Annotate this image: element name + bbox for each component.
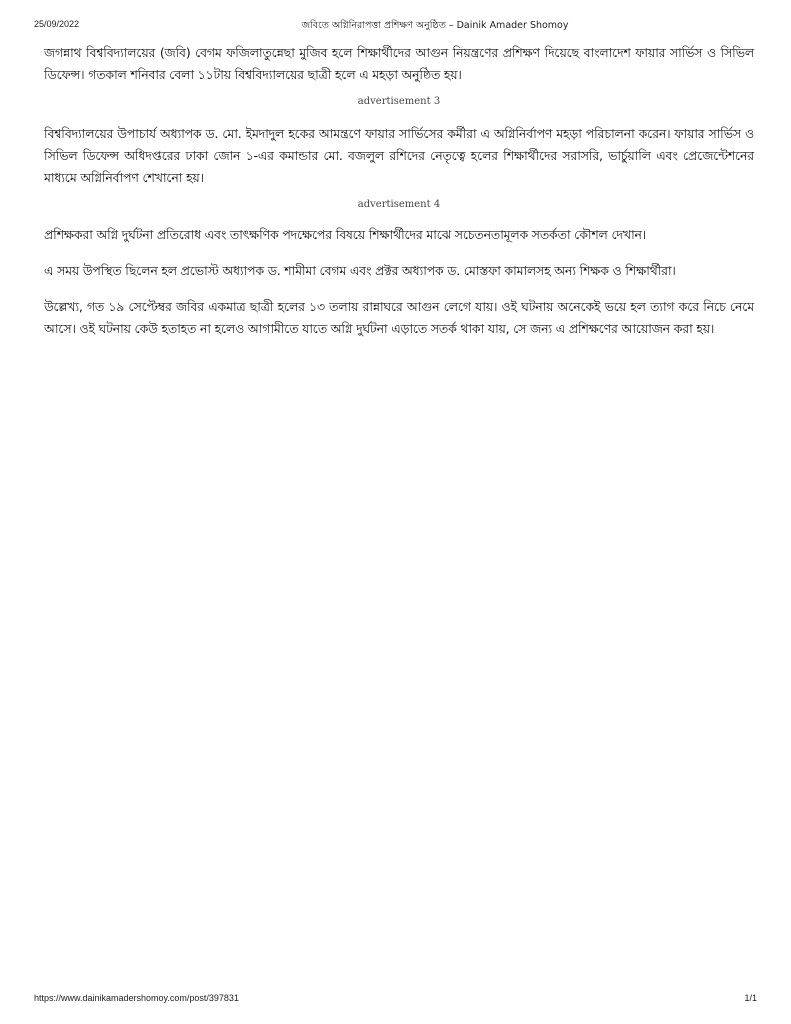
advertisement-placeholder-3: advertisement 3 [357,96,441,107]
advertisement-placeholder-4: advertisement 4 [357,199,441,210]
page-number: 1/1 [744,993,757,1003]
article-paragraph-4: এ সময় উপস্থিত ছিলেন হল প্রভোস্ট অধ্যাপক ড. শামীমা বেগম এবং প্রক্টর অধ্যাপক ড. মোস্তফা কামালসহ অন্য শিক্ষক ও শিক্ষার্থীরা। [44,263,676,278]
page-title: জবিতে অগ্নিনিরাপত্তা প্রশিক্ষণ অনুষ্ঠিত – Dainik Amader Shomoy [301,20,569,31]
print-date: 25/09/2022 [34,19,80,29]
article-paragraph-2: বিশ্ববিদ্যালয়ের উপাচার্য অধ্যাপক ড. মো. ইমদাদুল হকের আমন্ত্রণে ফায়ার সার্ভিসের কর্মীরা এ অগ্নিনির্বাপণ মহড়া পরিচালনা করেন। ফায়ার সার্ভিস ও সিভিল ডিফেন্স অধিদপ্তরের ঢাকা জোন ১-এর কমান্ডার মো. বজলুল রশিদের নেতৃত্বে হলের শিক্ষার্থীদের সরাসরি, ভার্চুয়ালি এবং প্রেজেন্টেশনের মাধ্যমে অগ্নিনির্বাপণ শেখানো হয়। [44,126,754,185]
article-paragraph-1: জগন্নাথ বিশ্ববিদ্যালয়ের (জবি) বেগম ফজিলাতুন্নেছা মুজিব হলে শিক্ষার্থীদের আগুন নিয়ন্ত্রণের প্রশিক্ষণ দিয়েছে বাংলাদেশ ফায়ার সার্ভিস ও সিভিল ডিফেন্স। গতকাল শনিবার বেলা ১১টায় বিশ্ববিদ্যালয়ের ছাত্রী হলে এ মহড়া অনুষ্ঠিত হয়। [44,45,754,82]
article-body [44,42,754,340]
article-paragraph-3: প্রশিক্ষকরা অগ্নি দুর্ঘটনা প্রতিরোধ এবং তাৎক্ষণিক পদক্ষেপের বিষয়ে শিক্ষার্থীদের মাঝে সচেতনতামূলক সতর্কতা কৌশল দেখান। [44,227,647,242]
article-paragraph-5: উল্লেখ্য, গত ১৯ সেপ্টেম্বর জবির একমাত্র ছাত্রী হলের ১৩ তলায় রান্নাঘরে আগুন লেগে যায়। ওই ঘটনায় অনেকেই ভয়ে হল ত্যাগ করে নিচে নেমে আসে। ওই ঘটনায় কেউ হতাহত না হলেও আগামীতে যাতে অগ্নি দুর্ঘটনা এড়াতে সতর্ক থাকা যায়, সে জন্য এ প্রশিক্ষণের আয়োজন করা হয়। [44,299,754,336]
page-url: https://www.dainikamadershomoy.com/post/397831 [34,993,239,1003]
